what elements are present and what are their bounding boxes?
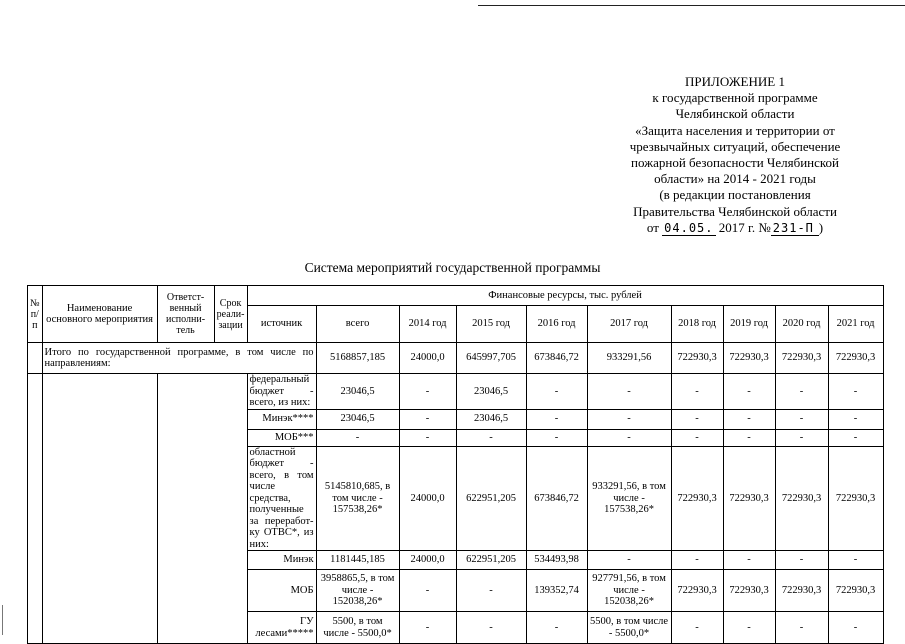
year-cell: - bbox=[587, 409, 671, 429]
year-cell: 23046,5 bbox=[456, 409, 526, 429]
decree-date: 04.05. bbox=[664, 220, 714, 235]
appendix-line: Правительства Челябинской области bbox=[633, 203, 837, 219]
year-cell: - bbox=[723, 551, 775, 570]
total-cell: 23046,5 bbox=[316, 374, 399, 410]
year-cell: 933291,56, в том числе - 157538,26* bbox=[587, 446, 671, 551]
year-cell: - bbox=[671, 612, 723, 644]
total-row bbox=[28, 343, 884, 374]
year-cell: - bbox=[399, 612, 456, 644]
cell-executor bbox=[157, 374, 247, 644]
cell-name bbox=[42, 374, 157, 644]
year-cell: - bbox=[723, 429, 775, 446]
appendix-line: «Защита населения и территории от bbox=[635, 122, 835, 138]
year-cell: - bbox=[828, 551, 883, 570]
header-row bbox=[28, 286, 884, 306]
year-cell: 722930,3 bbox=[828, 570, 883, 612]
appendix-line: Челябинской области bbox=[675, 106, 795, 122]
year-cell: 24000,0 bbox=[399, 446, 456, 551]
year-cell: 673846,72 bbox=[526, 446, 587, 551]
total-cell: - bbox=[316, 429, 399, 446]
year-cell: 534493,98 bbox=[526, 551, 587, 570]
year-cell: 722930,3 bbox=[775, 570, 828, 612]
header-year: 2016 год bbox=[526, 306, 587, 343]
header-year: 2021 год bbox=[828, 306, 883, 343]
total-cell: 5168857,185 bbox=[316, 343, 399, 374]
year-cell: - bbox=[723, 612, 775, 644]
year-cell: 722930,3 bbox=[775, 343, 828, 374]
year-cell: - bbox=[399, 409, 456, 429]
year-cell: - bbox=[775, 612, 828, 644]
year-cell: 722930,3 bbox=[671, 446, 723, 551]
cell-num bbox=[28, 374, 43, 644]
year-cell: - bbox=[671, 374, 723, 410]
source-cell: федеральный бюджет - всего, из них: bbox=[247, 374, 316, 410]
year-cell: 24000,0 bbox=[399, 343, 456, 374]
year-cell: - bbox=[723, 374, 775, 410]
year-cell: - bbox=[587, 429, 671, 446]
appendix-line: области» на 2014 - 2021 годы bbox=[654, 171, 816, 187]
source-cell: МОБ*** bbox=[247, 429, 316, 446]
year-cell: - bbox=[828, 409, 883, 429]
total-label: Итого по государственной программе, в том числе по направлениям: bbox=[42, 343, 316, 374]
header-year: 2018 год bbox=[671, 306, 723, 343]
cell-num bbox=[28, 343, 43, 374]
source-cell: областной бюджет - всего, в том числе средства, полученные за переработ-ку ОТВС*, из них: bbox=[247, 446, 316, 551]
appendix-block bbox=[600, 74, 870, 236]
header-year: 2020 год bbox=[775, 306, 828, 343]
source-cell: ГУ лесами***** bbox=[247, 612, 316, 644]
year-cell: - bbox=[828, 429, 883, 446]
year-cell: - bbox=[828, 612, 883, 644]
appendix-line: (в редакции постановления bbox=[659, 187, 811, 203]
year-cell: 722930,3 bbox=[723, 446, 775, 551]
appendix-heading: ПРИЛОЖЕНИЕ 1 bbox=[685, 74, 785, 89]
header-finance: Финансовые ресурсы, тыс. рублей bbox=[247, 286, 883, 306]
year-cell: 722930,3 bbox=[723, 570, 775, 612]
year-cell: - bbox=[587, 374, 671, 410]
top-rule bbox=[478, 5, 905, 6]
year-cell: 24000,0 bbox=[399, 551, 456, 570]
year-cell: - bbox=[526, 429, 587, 446]
year-cell: - bbox=[775, 374, 828, 410]
header-total: всего bbox=[316, 306, 399, 343]
year-cell: - bbox=[526, 409, 587, 429]
year-cell: 5500, в том числе - 5500,0* bbox=[587, 612, 671, 644]
year-cell: 673846,72 bbox=[526, 343, 587, 374]
total-cell: 5145810,685, в том числе - 157538,26* bbox=[316, 446, 399, 551]
year-cell: 645997,705 bbox=[456, 343, 526, 374]
header-year: 2015 год bbox=[456, 306, 526, 343]
year-cell: - bbox=[526, 374, 587, 410]
header-year: 2017 год bbox=[587, 306, 671, 343]
year-cell: - bbox=[456, 429, 526, 446]
total-cell: 1181445,185 bbox=[316, 551, 399, 570]
year-cell: - bbox=[526, 612, 587, 644]
ot-label: от bbox=[646, 219, 659, 235]
source-cell: МОБ bbox=[247, 570, 316, 612]
header-source: источник bbox=[247, 306, 316, 343]
header-executor: Ответст-венный исполни-тель bbox=[157, 286, 214, 343]
year-cell: 722930,3 bbox=[671, 570, 723, 612]
year-cell: - bbox=[587, 551, 671, 570]
year-cell: - bbox=[671, 429, 723, 446]
year-cell: 622951,205 bbox=[456, 551, 526, 570]
year-cell: - bbox=[671, 409, 723, 429]
year-cell: - bbox=[723, 409, 775, 429]
year-cell: - bbox=[775, 429, 828, 446]
year-cell: 722930,3 bbox=[671, 343, 723, 374]
header-year: 2014 год bbox=[399, 306, 456, 343]
year-cell: 722930,3 bbox=[828, 446, 883, 551]
year-cell: - bbox=[828, 374, 883, 410]
close-paren: ) bbox=[818, 219, 824, 235]
year-cell: 722930,3 bbox=[828, 343, 883, 374]
decree-number: 231-П bbox=[771, 222, 819, 236]
year-cell: - bbox=[399, 429, 456, 446]
total-cell: 3958865,5, в том числе - 152038,26* bbox=[316, 570, 399, 612]
year-cell: 622951,205 bbox=[456, 446, 526, 551]
source-cell: Минэк**** bbox=[247, 409, 316, 429]
source-cell: Минэк bbox=[247, 551, 316, 570]
year-cell: - bbox=[775, 409, 828, 429]
appendix-line: чрезвычайных ситуаций, обеспечение bbox=[629, 138, 841, 154]
year-cell: 927791,56, в том числе - 152038,26* bbox=[587, 570, 671, 612]
appendix-line: к государственной программе bbox=[652, 90, 818, 106]
year-cell: - bbox=[456, 612, 526, 644]
document-title: Система мероприятий государственной программы bbox=[304, 260, 601, 275]
appendix-line: пожарной безопасности Челябинской bbox=[630, 155, 839, 171]
year-cell: 23046,5 bbox=[456, 374, 526, 410]
year-cell: - bbox=[399, 570, 456, 612]
year-cell: 139352,74 bbox=[526, 570, 587, 612]
total-cell: 23046,5 bbox=[316, 409, 399, 429]
header-name: Наименование основного мероприятия bbox=[42, 286, 157, 343]
header-year: 2019 год bbox=[723, 306, 775, 343]
header-term: Срок реали-зации bbox=[214, 286, 247, 343]
year-cell: 722930,3 bbox=[775, 446, 828, 551]
year-cell: - bbox=[399, 374, 456, 410]
measures-table bbox=[27, 285, 884, 644]
year-cell: - bbox=[671, 551, 723, 570]
header-num: № п/п bbox=[28, 286, 43, 343]
year-cell: - bbox=[775, 551, 828, 570]
year-cell: 933291,56 bbox=[587, 343, 671, 374]
table-row bbox=[28, 374, 884, 410]
scan-margin-mark bbox=[2, 605, 3, 635]
decree-date-line bbox=[600, 220, 870, 236]
decree-year: 2017 г. № bbox=[718, 219, 771, 235]
total-cell: 5500, в том числе - 5500,0* bbox=[316, 612, 399, 644]
year-cell: - bbox=[456, 570, 526, 612]
year-cell: 722930,3 bbox=[723, 343, 775, 374]
